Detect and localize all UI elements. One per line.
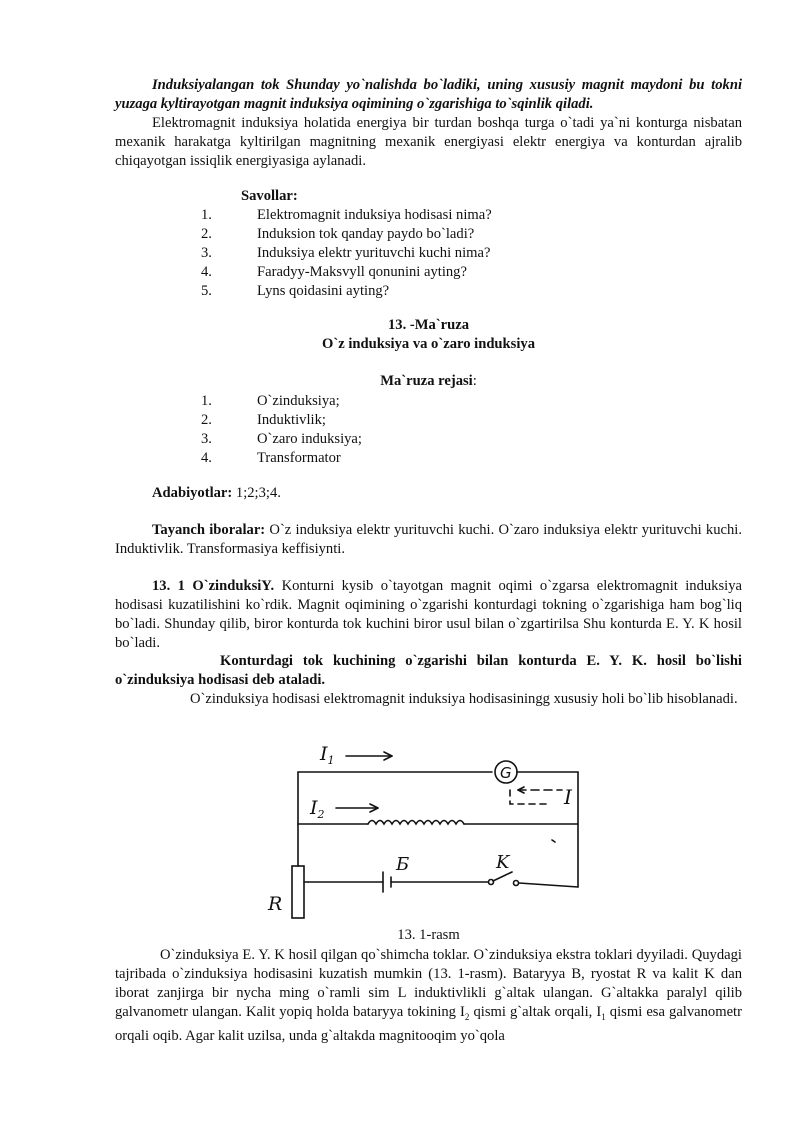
after-paragraph: O`zinduksiya E. Y. K hosil qilgan qo`shimcha toklar. O`zinduksiya ekstra toklari dyyiladi. Quydagi tajribada o`zinduksiya hodisasini kuzatish mumkin (13. 1-rasm). Bataryya B, ryostat R va kalit K dan iborat zanjirga bir nycha ming o`ramli sim L induktivlikli g`altak ulangan. G`altakka paralyl qilib galvanometr ulangan. Kalit yopiq holda bataryya tokining $I_2$ qismi g`altak orqali, $I_1$ qismi esa galvanometr orqali oqib. Agar kalit uzilsa, unda g`altakda magnitooqim yo`qola [115, 947, 742, 1044]
list-item: 3. O`zaro induksiya; [201, 431, 362, 447]
label-i1: $I_1$ [320, 743, 335, 767]
list-item: 1. Elektromagnit induksiya hodisasi nima? [201, 207, 492, 223]
label-battery: Б [396, 854, 410, 875]
list-item: 2. Induktivlik; [201, 412, 326, 428]
list-item: 5. Lyns qoidasini ayting? [201, 283, 390, 299]
lecture-number: 13. -Ma`ruza [387, 317, 470, 333]
keywords: Tayanch iboralar: O`z induksiya elektr yurituvchi kuchi. O`zaro induksiya elektr yurituvchi kuchi. Induktivlik. Transformasiya keffisiynti. [115, 522, 742, 557]
label-i: I [564, 785, 572, 809]
list-item: 4. Transformator [201, 450, 341, 466]
key-switch-icon [493, 872, 512, 881]
list-item: 3. Induksiya elektr yurituvchi kuchi nima? [201, 245, 491, 261]
lecture-title: O`z induksiya va o`zaro induksiya [321, 336, 535, 352]
list-item: 1. O`zinduksiya; [201, 393, 340, 409]
list-item: 2. Induksion tok qanday paydo bo`ladi? [201, 226, 475, 242]
section-note: O`zinduksiya hodisasi elektromagnit induksiya hodisasiningg xususiy holi bo`lib hisoblanadi. [190, 691, 738, 707]
figure-caption: 13. 1-rasm [397, 927, 460, 943]
label-key: K [496, 852, 510, 873]
rheostat-icon [292, 866, 304, 918]
label-galvanometer: G [500, 764, 512, 782]
section-text: 13. 1 O`zinduksiY. Konturni kysib o`tayotgan magnit oqimi o`zgarsa elektromagnit induksiya hodisasi kuzatilishini ko`rdik. Magnit oqimining o`zgarishi konturdagi tokning o`zgarishiga ham bog`liq bo`ladi. Shunday qilib, biror konturda tok kuchini biror usul bilan o`zgartirilsa Shu konturda E. Y. K hosil bo`ladi. [115, 578, 742, 651]
intro-bold-italic: Induksiyalangan tok Shunday yo`nalishda bo`ladiki, uning xususiy magnit maydoni bu tokni yuzaga kyltirayotgan magnit induksiya oqimining o`zgarishiga to`sqinlik qiladi. [115, 77, 742, 112]
definition: Konturdagi tok kuchining o`zgarishi bilan konturda E. Y. K. hosil bo`lishi o`zinduksiya hodisasi deb ataladi. [115, 653, 742, 688]
plan-list [115, 392, 742, 468]
questions-title: Savollar: [241, 188, 298, 204]
references: Adabiyotlar: 1;2;3;4. [152, 485, 281, 501]
list-item: 4. Faradyy-Maksvyll qonunini ayting? [201, 264, 467, 280]
label-rheostat: R [268, 893, 283, 915]
plan-title: Ma`ruza rejasi: [380, 373, 477, 389]
intro-paragraph: Elektromagnit induksiya holatida energiya bir turdan boshqa turga o`tadi ya`ni konturga nisbatan mexanik harakatga kyltirilgan magnitning mexanik energiyasi elektr energiya va konturdan ajralib chiqayotgan issiqlik energiyasiga aylanadi. [115, 115, 742, 169]
questions-list [115, 206, 742, 301]
circuit-diagram [250, 742, 590, 922]
coil-icon [368, 821, 464, 825]
label-i2: $I_2$ [310, 797, 325, 821]
